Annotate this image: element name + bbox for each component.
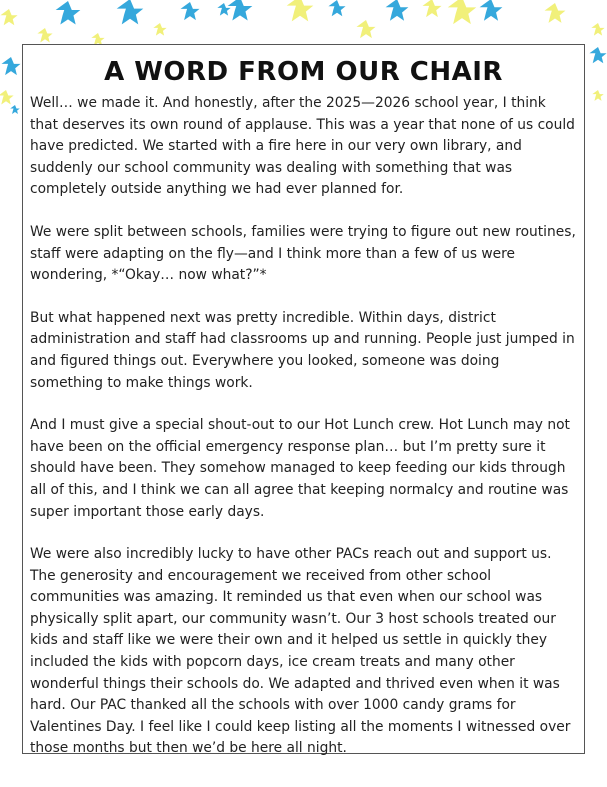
paragraph: We were split between schools, families were trying to figure out new routines, staff were adapting on the fly—and I think more than a few of us were wondering, *“Okay… now what?”*: [30, 223, 576, 284]
letter-body: [23, 87, 584, 760]
page-title: A WORD FROM OUR CHAIR: [104, 57, 503, 87]
paragraph: Well… we made it. And honestly, after the 2025—2026 school year, I think that deserves its own round of applause. This was a year that none of us could have predicted. We started with a fire here in our very own library, and suddenly our school community was dealing with something that was completely outside anything we had ever planned for.: [30, 95, 575, 198]
paragraph: But what happened next was pretty incredible. Within days, district administration and staff had classrooms up and running. People just jumped in and figured things out. Everywhere you looked, someone was doing something to make things work.: [30, 309, 575, 391]
paragraph: We were also incredibly lucky to have other PACs reach out and support us. The generosity and encouragement we received from other school communities was amazing. It reminded us that even when our school was physically split apart, our community wasn’t. Our 3 host schools treated our kids and staff like we were their own and it helped us settle in quickly they included the kids with popcorn days, ice cream treats and many other wonderful things their schools do. We adapted and thrived even when it was hard. Our PAC thanked all the schools with over 1000 candy grams for Valentines Day. I feel like I could keep listing all the moments I witnessed over those months but then we’d be here all night.: [30, 546, 571, 757]
letter-panel: [22, 44, 585, 757]
paragraph: And I must give a special shout-out to our Hot Lunch crew. Hot Lunch may not have been on the official emergency response plan… but I’m pretty sure it should have been. They somehow managed to keep feeding our kids through all of this, and I think we can all agree that keeping normalcy and routine was super important those early days.: [30, 417, 570, 520]
